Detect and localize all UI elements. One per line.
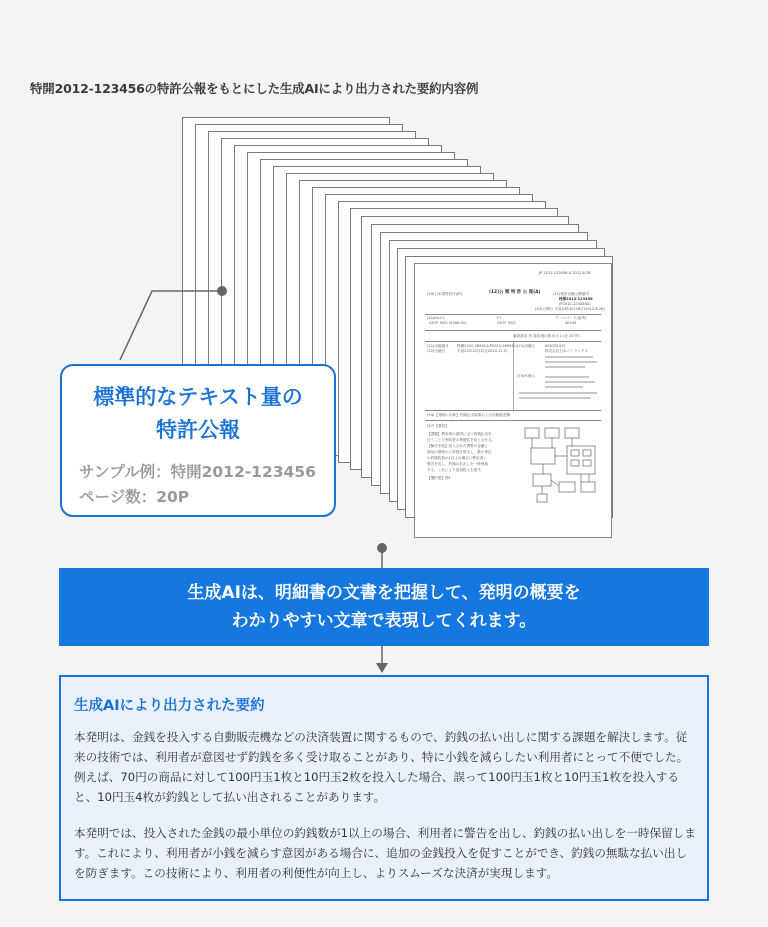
doc-rule — [425, 314, 601, 315]
doc-abstract-line: 警告を出し、釣銭の払出しを一時保留 — [427, 462, 489, 466]
page-count-label: ページ数：20P — [79, 488, 190, 506]
doc-abstract-line: 【選択図】図1 — [427, 476, 451, 480]
card-title-line2: 特許公報 — [156, 418, 240, 442]
doc-right-label: (74)代理人 — [517, 374, 536, 378]
doc-abstract-line: する。これにより追加投入を促す。 — [427, 468, 485, 472]
doc-text-line — [519, 392, 597, 394]
doc-pub-no: (11)特許出願公開番号 — [553, 292, 590, 296]
doc-header-right: JP 2012-123456 A 2012.6.28 — [539, 271, 591, 275]
sample-info-card — [60, 364, 336, 517]
banner-line1: 生成AIは、明細書の文書を把握して、発明の概要を — [187, 583, 581, 603]
doc-right-value: 000132470 — [545, 344, 566, 348]
doc-text-line — [545, 356, 593, 358]
doc-fi-label: F I — [497, 316, 502, 320]
doc-exam: 審査請求 有 請求項の数 6 O L (全 20 頁) — [513, 334, 580, 338]
doc-rule — [425, 410, 601, 411]
doc-right-value: 株式会社日本コンラックス — [545, 349, 589, 353]
doc-pub-date: (43)公開日 平成24年6月28日(2012.6.28) — [535, 307, 605, 311]
ai-summary-box — [59, 675, 709, 901]
doc-pub-no-alt: (P2012-123456A) — [559, 302, 591, 306]
doc-title: (54)【発明の名称】釣銭払出装置および自動販売機 — [427, 413, 510, 417]
doc-abstract-line: 【課題】利用者の意図に沿う釣銭払出を — [427, 432, 492, 436]
doc-text-line — [545, 366, 585, 368]
doc-app-label: (22)出願日 — [427, 349, 446, 353]
summary-paragraph-2: 本発明では、投入された金銭の最小単位の釣銭数が1以上の場合、利用者に警告を出し、釣銭の払い出しを一時保留します。これにより、利用者が小銭を減らす意図がある場合に、追加の金銭投入を促すことができ、釣銭の無駄な払い出しを防ぎます。この技術により、利用者の利便性が向上し、よりスムーズな決済が実現します。 — [74, 826, 696, 880]
doc-app-value: 特願2010-269411(P2010-269411) — [457, 344, 518, 348]
doc-abstract-label: (57)【要約】 — [427, 424, 449, 428]
doc-text-line — [545, 386, 583, 388]
doc-abstract-line: 行うことで利用者の利便性を向上させる。 — [427, 438, 496, 442]
doc-text-line — [519, 397, 591, 399]
doc-office: (19)日本国特許庁(JP) — [427, 292, 462, 296]
doc-rule — [425, 330, 601, 331]
sample-label: サンプル例：特開2012-123456 — [79, 463, 316, 481]
doc-text-line — [545, 361, 597, 363]
doc-text-line — [545, 376, 589, 378]
doc-pub-no-value: 特開2012-123456 — [559, 297, 593, 301]
summary-paragraph-1: 本発明は、金銭を投入する自動販売機などの決済装置に関するもので、釣銭の払い出しに関する課題を解決します。従来の技術では、利用者が意図せず釣銭を多く受け取ることがあり、特に小銭を減らしたい利用者にとって不便でした。例えば、70円の商品に対して100円玉1枚と10円玉2枚を投入した場合、誤って100円玉1枚と10円玉1枚を投入すると、10円玉4枚が釣銭として払い出されることがあります。 — [74, 730, 689, 804]
doc-abstract-line: 【解決手段】投入された貨幣の金額と — [427, 444, 489, 448]
card-title-line1: 標準的なテキスト量の — [93, 385, 303, 409]
doc-kind: (12)公 開 特 許 公 報(A) — [489, 290, 541, 295]
doc-rule — [425, 420, 601, 421]
doc-col-divider — [513, 342, 514, 410]
doc-fi-value: G07F 9/02 — [497, 321, 516, 325]
doc-abstract-line: の釣銭枚数が1以上の場合に利用者に — [427, 456, 487, 460]
ai-description-banner — [59, 568, 709, 646]
doc-app-value: 平成22年12月2日(2010.12.2) — [457, 349, 508, 353]
doc-ipc-value: G07F 9/02 (2006.01) — [429, 321, 467, 325]
doc-theme-label: テーマコード(参考) — [555, 316, 587, 320]
doc-theme-value: 3E044 — [565, 321, 577, 325]
doc-ipc-label: (51)Int.Cl. — [427, 316, 445, 320]
doc-right-label: (71)出願人 — [517, 344, 536, 348]
doc-abstract-line: 商品の価格から釣銭を算出し、最小単位 — [427, 450, 492, 454]
banner-line2: わかりやすい文章で表現してくれます。 — [231, 611, 537, 631]
doc-app-label: (21)出願番号 — [427, 344, 449, 348]
doc-text-line — [545, 381, 595, 383]
figure-caption: 特開2012-123456の特許公報をもとにした生成AIにより出力された要約内容例 — [30, 81, 479, 96]
summary-title: 生成AIにより出力された要約 — [74, 698, 265, 714]
doc-figure-diagram — [523, 426, 601, 506]
patent-front-page — [414, 263, 612, 538]
card-title — [62, 381, 334, 447]
